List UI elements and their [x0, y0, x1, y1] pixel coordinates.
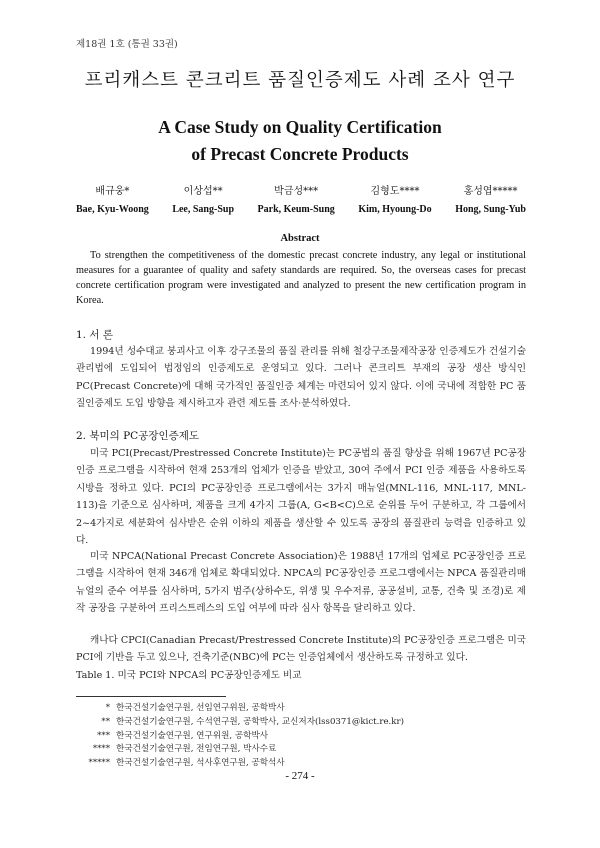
footnote-list — [76, 702, 404, 771]
footnote — [76, 730, 404, 744]
footnote-text: 한국건설기술연구원, 연구위원, 공학박사 — [116, 730, 269, 741]
author-name-english: Kim, Hyoung-Do — [358, 204, 432, 215]
footnote-mark: ** — [101, 716, 110, 727]
abstract-text: To strengthen the competitiveness of the domestic precast concrete industry, any legal or institutional measures for a guarantee of quality and safety standards are required. So, the overseas cases for precast concrete certification program were investigated and analyzed to present the new certification program in Korea. — [76, 250, 526, 306]
footnote — [76, 702, 404, 716]
table-caption: Table 1. 미국 PCI와 NPCA의 PC공장인증제도 비교 — [76, 670, 302, 681]
footnote-text: 한국건설기술연구원, 전임연구원, 박사수료 — [116, 744, 277, 755]
body-paragraph: 미국 PCI(Precast/Prestressed Concrete Institute)는 PC공법의 품질 향상을 위해 1967년 PC공장인증 프로그램을 시작하여 현재 253개의 업체가 인증을 받았고, 30여 주에서 PCI 인증 제품을 사용하도록 시방을 정하고 있다. PCI의 PC공장인증 프로그램에서는 3가지 매뉴얼(MNL-116, MNL-117, MNL-113)을 기준으로 심사하며, 제품을 크게 4가지 그룹(A, G<B<C)으로 순위를 두어 구분하고, 각 그룹에서 2~4가지로 세분화여 심사받은 순위 이하의 제품을 생산할 수 있도록 공장의 품질관리 능력을 인증하고 있다. — [76, 448, 526, 547]
footnote-text: 한국건설기술연구원, 석사후연구원, 공학석사 — [116, 758, 285, 769]
section-heading-introduction: 1. 서 론 — [76, 329, 113, 341]
body-paragraph: 캐나다 CPCI(Canadian Precast/Prestressed Concrete Institute)의 PC공장인증 프로그램은 미국 PCI에 기반을 두고 있으나, 건축기준(NBC)에 PC는 인증업체에서 생산하도록 규정하고 있다. — [76, 635, 526, 664]
footnote-mark: *** — [97, 730, 110, 741]
author — [455, 182, 526, 215]
author-name-korean: 박금성*** — [274, 186, 319, 197]
footnote — [76, 716, 404, 730]
journal-volume-note: 제18권 1호 (통권 33권) — [76, 39, 178, 50]
author — [358, 182, 431, 215]
footnote-text: 한국건설기술연구원, 수석연구원, 공학박사, 교신저자(lss0371@kict.re.kr) — [116, 716, 404, 727]
author-name-korean: 홍성엽***** — [463, 186, 518, 197]
footnote — [76, 743, 404, 757]
author-name-english: Park, Keum-Sung — [257, 204, 335, 215]
author-name-korean: 배규웅* — [95, 186, 130, 197]
footnote-mark: ***** — [88, 758, 110, 769]
body-paragraph: 미국 NPCA(National Precast Concrete Association)은 1988년 17개의 업체로 PC공장인증 프로그램을 시작하여 현재 346개 업체로 확대되었다. NPCA의 PC공장인증 프로그램에서는 NPCA 품질관리매뉴얼의 준수 여부를 심사하며, 5가지 범주(상하수도, 위생 및 우수저류, 공공설비, 교통, 건축 및 조경)로 제작 공장을 구분하여 프리스트레스의 도입 여부에 따라 심사 항목을 달리하고 있다. — [76, 551, 526, 615]
abstract-heading: Abstract — [280, 233, 320, 244]
section-heading-north-america: 2. 북미의 PC공장인증제도 — [76, 430, 200, 442]
footnote-text: 한국건설기술연구원, 선임연구위원, 공학박사 — [116, 703, 285, 713]
author — [258, 182, 335, 215]
author-name-english: Lee, Sang-Sup — [172, 204, 235, 215]
footnote — [76, 757, 404, 771]
paper-title-english-line-2: of Precast Concrete Products — [191, 144, 409, 164]
author — [172, 182, 234, 215]
footnote-mark: * — [105, 703, 110, 713]
paper-title-korean: 프리캐스트 콘크리트 품질인증제도 사례 조사 연구 — [84, 70, 516, 91]
footnote-mark: **** — [92, 744, 110, 755]
author-name-english: Hong, Sung-Yub — [455, 204, 526, 215]
author-name-english: Bae, Kyu-Woong — [76, 204, 149, 215]
paper-title-english-line-1: A Case Study on Quality Certification — [158, 117, 442, 137]
author-name-korean: 이상섭** — [183, 186, 223, 197]
page-number: - 274 - — [285, 770, 315, 782]
footnote-divider — [76, 696, 226, 697]
author-name-korean: 김형도**** — [370, 186, 420, 197]
body-paragraph: 1994년 성수대교 붕괴사고 이후 강구조물의 품질 관리를 위해 철강구조물제작공장 인증제도가 건설기술관리법에 도입되어 법정임의 인증제도로 운영되고 있다. 그러나 콘크리트 부재의 공장 생산 방식인 PC(Precast Concrete)에 대해 국가적인 품질인증 체계는 마련되어 있지 않다. 이에 국내에 적합한 PC 품질인증제도 도입 방향을 제시하고자 관련 제도를 조사·분석하였다. — [76, 346, 526, 410]
author-list — [76, 182, 526, 215]
author — [76, 182, 149, 215]
